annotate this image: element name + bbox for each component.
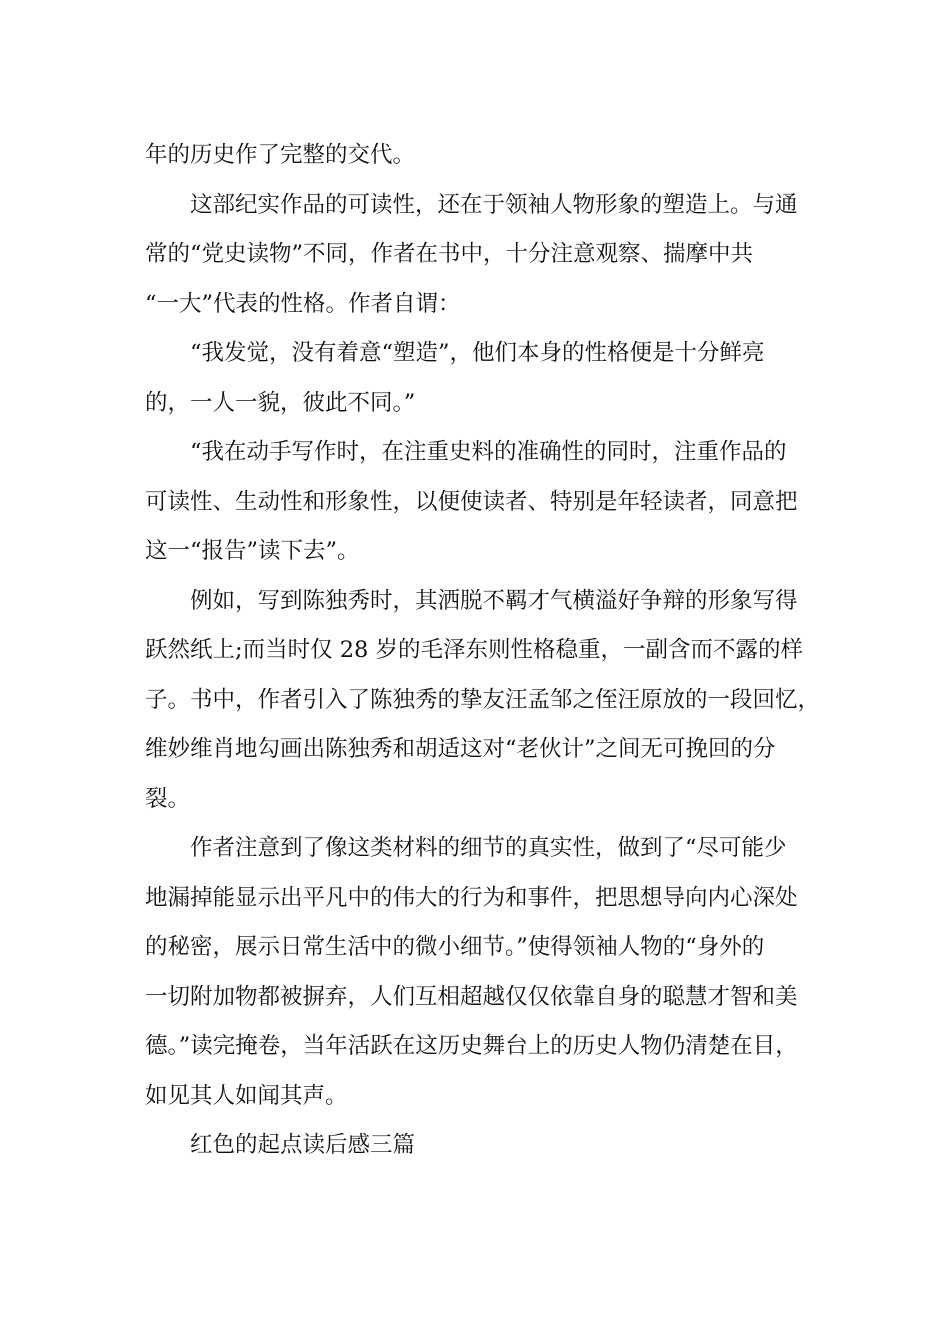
text-line: 的，一人一貌，彼此不同。” bbox=[145, 389, 416, 416]
body-text bbox=[145, 131, 829, 1171]
text-line: 维妙维肖地勾画出陈独秀和胡适这对“老伙计”之间无可挽回的分 bbox=[145, 736, 776, 762]
text-line: 这部纪实作品的可读性，还在于领袖人物形象的塑造上。与通 bbox=[190, 191, 798, 218]
text-line: 跃然纸上;而当时仅 28 岁的毛泽东则性格稳重，一副含而不露的样 bbox=[145, 637, 804, 663]
text-line: “我发觉，没有着意“塑造”，他们本身的性格便是十分鲜亮 bbox=[190, 340, 765, 366]
text-line: 地漏掉能显示出平凡中的伟大的行为和事件，把思想导向内心深处 bbox=[145, 884, 798, 911]
text-line: 如见其人如闻其声。 bbox=[145, 1082, 348, 1109]
text-line: “我在动手写作时，在注重史料的准确性的同时，注重作品的 bbox=[190, 439, 787, 465]
text-line: 子。书中，作者引入了陈独秀的挚友汪孟邹之侄汪原放的一段回忆， bbox=[145, 686, 821, 713]
text-line: 的秘密，展示日常生活中的微小细节。”使得领袖人物的“身外的 bbox=[145, 934, 765, 960]
text-line: 一切附加物都被摒弃，人们互相超越仅仅依靠自身的聪慧才智和美 bbox=[145, 983, 798, 1010]
text-line: 年的历史作了完整的交代。 bbox=[145, 142, 416, 168]
text-line: 裂。 bbox=[145, 785, 191, 812]
text-line: 常的“党史读物”不同，作者在书中，十分注意观察、揣摩中共 bbox=[145, 241, 754, 267]
text-line: 德。”读完掩卷，当年活跃在这历史舞台上的历史人物仍清楚在目， bbox=[145, 1033, 798, 1059]
text-line: “一大”代表的性格。作者自谓： bbox=[145, 290, 461, 317]
text-line: 这一“报告”读下去”。 bbox=[145, 538, 360, 564]
text-line: 可读性、生动性和形象性，以便使读者、特别是年轻读者，同意把 bbox=[145, 488, 798, 515]
text-line: 例如，写到陈独秀时，其洒脱不羁才气横溢好争辩的形象写得 bbox=[190, 587, 798, 614]
section-heading: 红色的起点读后感三篇 bbox=[190, 1132, 416, 1158]
text-line: 作者注意到了像这类材料的细节的真实性，做到了“尽可能少 bbox=[190, 835, 787, 861]
